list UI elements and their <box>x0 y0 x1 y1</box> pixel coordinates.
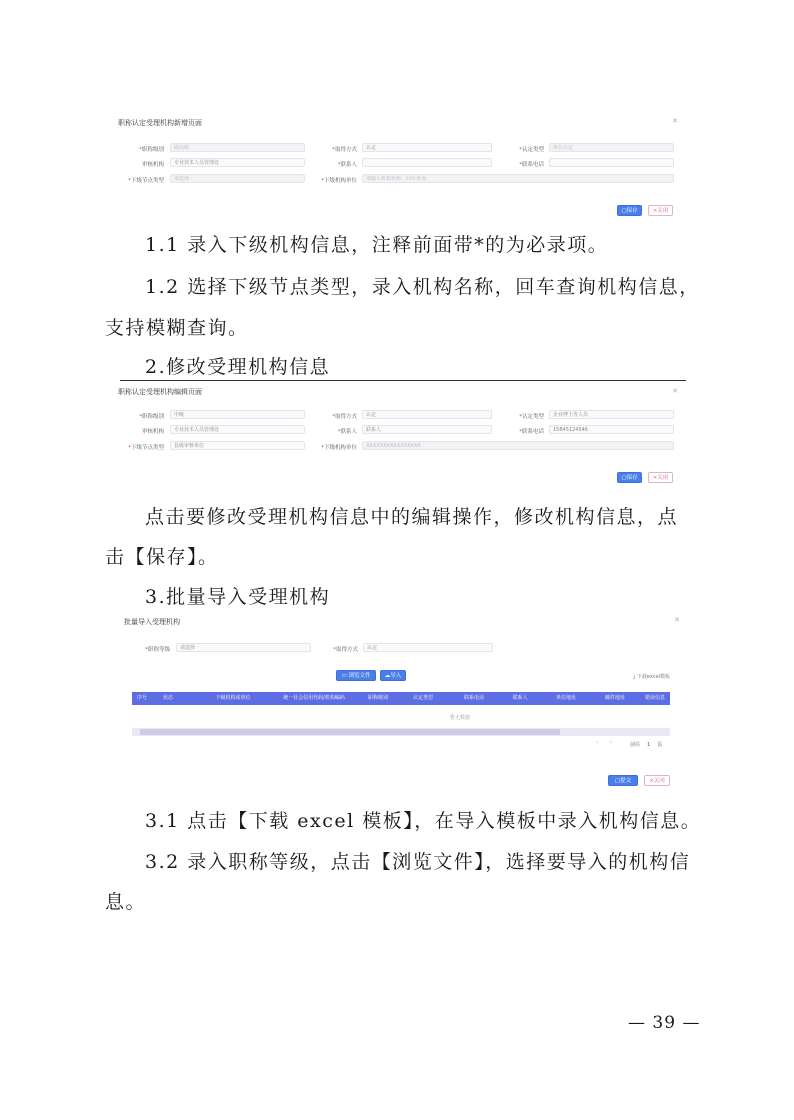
subnode-type-field[interactable]: 县级审核单位 <box>170 441 305 450</box>
label-recognition-type: *认定类型 <box>519 147 544 153</box>
obtain-method-field[interactable]: 认定 <box>362 143 492 152</box>
label-obtain-method: *取得方式 <box>332 414 357 420</box>
contact-field[interactable] <box>362 158 492 167</box>
title-level-field[interactable]: 中级 <box>170 410 305 419</box>
para-1-2-line2: 支持模糊查询。 <box>105 317 249 339</box>
submit-button[interactable]: ▢提交 <box>608 775 638 786</box>
recognition-type-field[interactable]: 单位认定 <box>549 143 674 152</box>
download-icon: ⤓ <box>633 674 637 680</box>
sub-org-field[interactable]: 请输入机构名称，回车查询 <box>362 174 674 183</box>
col-header: 联系电话 <box>463 695 484 701</box>
col-header: 统一社会信用代码/机构编码 <box>283 695 345 701</box>
horizontal-scrollbar[interactable] <box>132 728 670 736</box>
browse-file-button[interactable]: ▭ 浏览文件 <box>336 670 376 681</box>
screenshot-batch-import <box>120 612 684 794</box>
close-icon[interactable]: ✕ <box>672 117 678 125</box>
level-select[interactable]: 请选择 <box>176 643 311 652</box>
pagination-goto <box>630 741 662 748</box>
para-3-1: 3.1 点击【下载 excel 模板】，在导入模板中录入机构信息。 <box>145 810 702 832</box>
divider-line <box>120 380 686 381</box>
screenshot-add-page <box>112 112 684 224</box>
scrollbar-thumb[interactable] <box>140 729 560 735</box>
label-method: *取得方式 <box>333 647 358 653</box>
heading-2: 2.修改受理机构信息 <box>145 356 331 378</box>
page-input[interactable]: 1 <box>647 742 651 748</box>
screenshot-edit-page <box>112 383 684 491</box>
close-button[interactable]: ×关闭 <box>648 472 673 483</box>
empty-table-text: 暂无数据 <box>450 715 471 721</box>
col-header: 错误信息 <box>644 695 665 701</box>
save-button[interactable]: ▢保存 <box>617 472 642 483</box>
close-button[interactable]: ×关闭 <box>648 205 673 216</box>
heading-3: 3.批量导入受理机构 <box>145 586 331 608</box>
para-3-2-line1: 3.2 录入职称等级，点击【浏览文件】，选择要导入的机构信 <box>145 851 691 873</box>
review-org-field[interactable]: 专业技术人员管理处 <box>170 425 305 434</box>
para-1-2-line1: 1.2 选择下级节点类型，录入机构名称，回车查询机构信息， <box>145 276 700 298</box>
col-header: 序号 <box>136 695 147 701</box>
label-review-org: 审核机构 <box>141 162 164 168</box>
goto-label: 前往 <box>630 742 641 748</box>
col-header: 状态 <box>162 695 173 701</box>
col-header: 邮件地址 <box>604 695 625 701</box>
col-header: 下级机构或单位 <box>215 695 251 701</box>
cross-icon: × <box>652 208 658 214</box>
label-contact: *联系人 <box>337 429 357 435</box>
label-subnode-type: *下级节点类型 <box>128 445 164 451</box>
subnode-type-field[interactable]: 请选择 <box>170 174 305 183</box>
close-icon[interactable]: ✕ <box>672 387 678 395</box>
page-suffix: 页 <box>657 742 663 748</box>
download-template-link[interactable]: ⤓ 下载excel模板 <box>633 674 670 680</box>
obtain-method-field[interactable]: 认定 <box>362 410 492 419</box>
label-contact: *联系人 <box>337 162 357 168</box>
col-header: 认定类型 <box>412 695 433 701</box>
title-level-field[interactable]: 副高级 <box>170 143 305 152</box>
save-icon: ▢ <box>621 475 627 481</box>
import-button[interactable]: ☁导入 <box>380 670 406 681</box>
col-header: 职称级别 <box>367 695 388 701</box>
para-2-line1: 点击要修改受理机构信息中的编辑操作，修改机构信息，点 <box>145 506 679 528</box>
table-header <box>132 692 670 705</box>
phone-field[interactable] <box>549 158 674 167</box>
label-title-level: *职称级别 <box>139 147 164 153</box>
para-3-2-line2: 息。 <box>105 891 147 913</box>
label-sub-org: *下级机构单位 <box>321 445 357 451</box>
label-level: *职称等级 <box>145 647 170 653</box>
label-obtain-method: *取得方式 <box>332 147 357 153</box>
para-1-1: 1.1 录入下级机构信息，注释前面带*的为必录项。 <box>145 234 609 256</box>
para-2-line2: 击【保存】。 <box>105 546 219 568</box>
pagination-prev-icon[interactable]: ‹ <box>596 739 599 746</box>
cross-icon: × <box>652 475 658 481</box>
label-phone: *联系电话 <box>519 162 544 168</box>
review-org-field[interactable]: 专业技术人员管理处 <box>170 158 305 167</box>
dialog-title: 职称认定受理机构编辑页面 <box>118 388 202 396</box>
recognition-type-field[interactable]: 企业博士等人员 <box>549 410 674 419</box>
label-recognition-type: *认定类型 <box>519 414 544 420</box>
col-header: 单位地址 <box>555 695 576 701</box>
label-review-org: 审核机构 <box>141 429 164 435</box>
cross-icon: × <box>649 778 654 784</box>
label-sub-org: *下级机构单位 <box>321 178 357 184</box>
method-select[interactable]: 认定 <box>363 643 493 652</box>
submit-icon: ▢ <box>614 778 621 784</box>
save-button[interactable]: ▢保存 <box>617 205 642 216</box>
col-header: 联系人 <box>512 695 528 701</box>
dialog-title: 职称认定受理机构新增页面 <box>118 119 202 127</box>
close-button[interactable]: ×关闭 <box>644 775 670 786</box>
upload-icon: ☁ <box>384 673 391 679</box>
label-subnode-type: *下级节点类型 <box>128 178 164 184</box>
page-number: — 39 — <box>628 1013 701 1033</box>
file-icon: ▭ <box>341 673 349 679</box>
save-icon: ▢ <box>621 208 627 214</box>
label-phone: *联系电话 <box>519 429 544 435</box>
close-icon[interactable]: ✕ <box>674 616 680 624</box>
contact-field[interactable]: 联系人 <box>362 425 492 434</box>
phone-field[interactable]: 15845124546 <box>549 425 674 434</box>
sub-org-field[interactable]: XXXXXXXXXXXXXXXX <box>362 441 674 450</box>
dialog-title: 批量导入受理机构 <box>124 618 180 626</box>
pagination-next-icon[interactable]: › <box>610 739 613 746</box>
label-title-level: *职称级别 <box>139 414 164 420</box>
